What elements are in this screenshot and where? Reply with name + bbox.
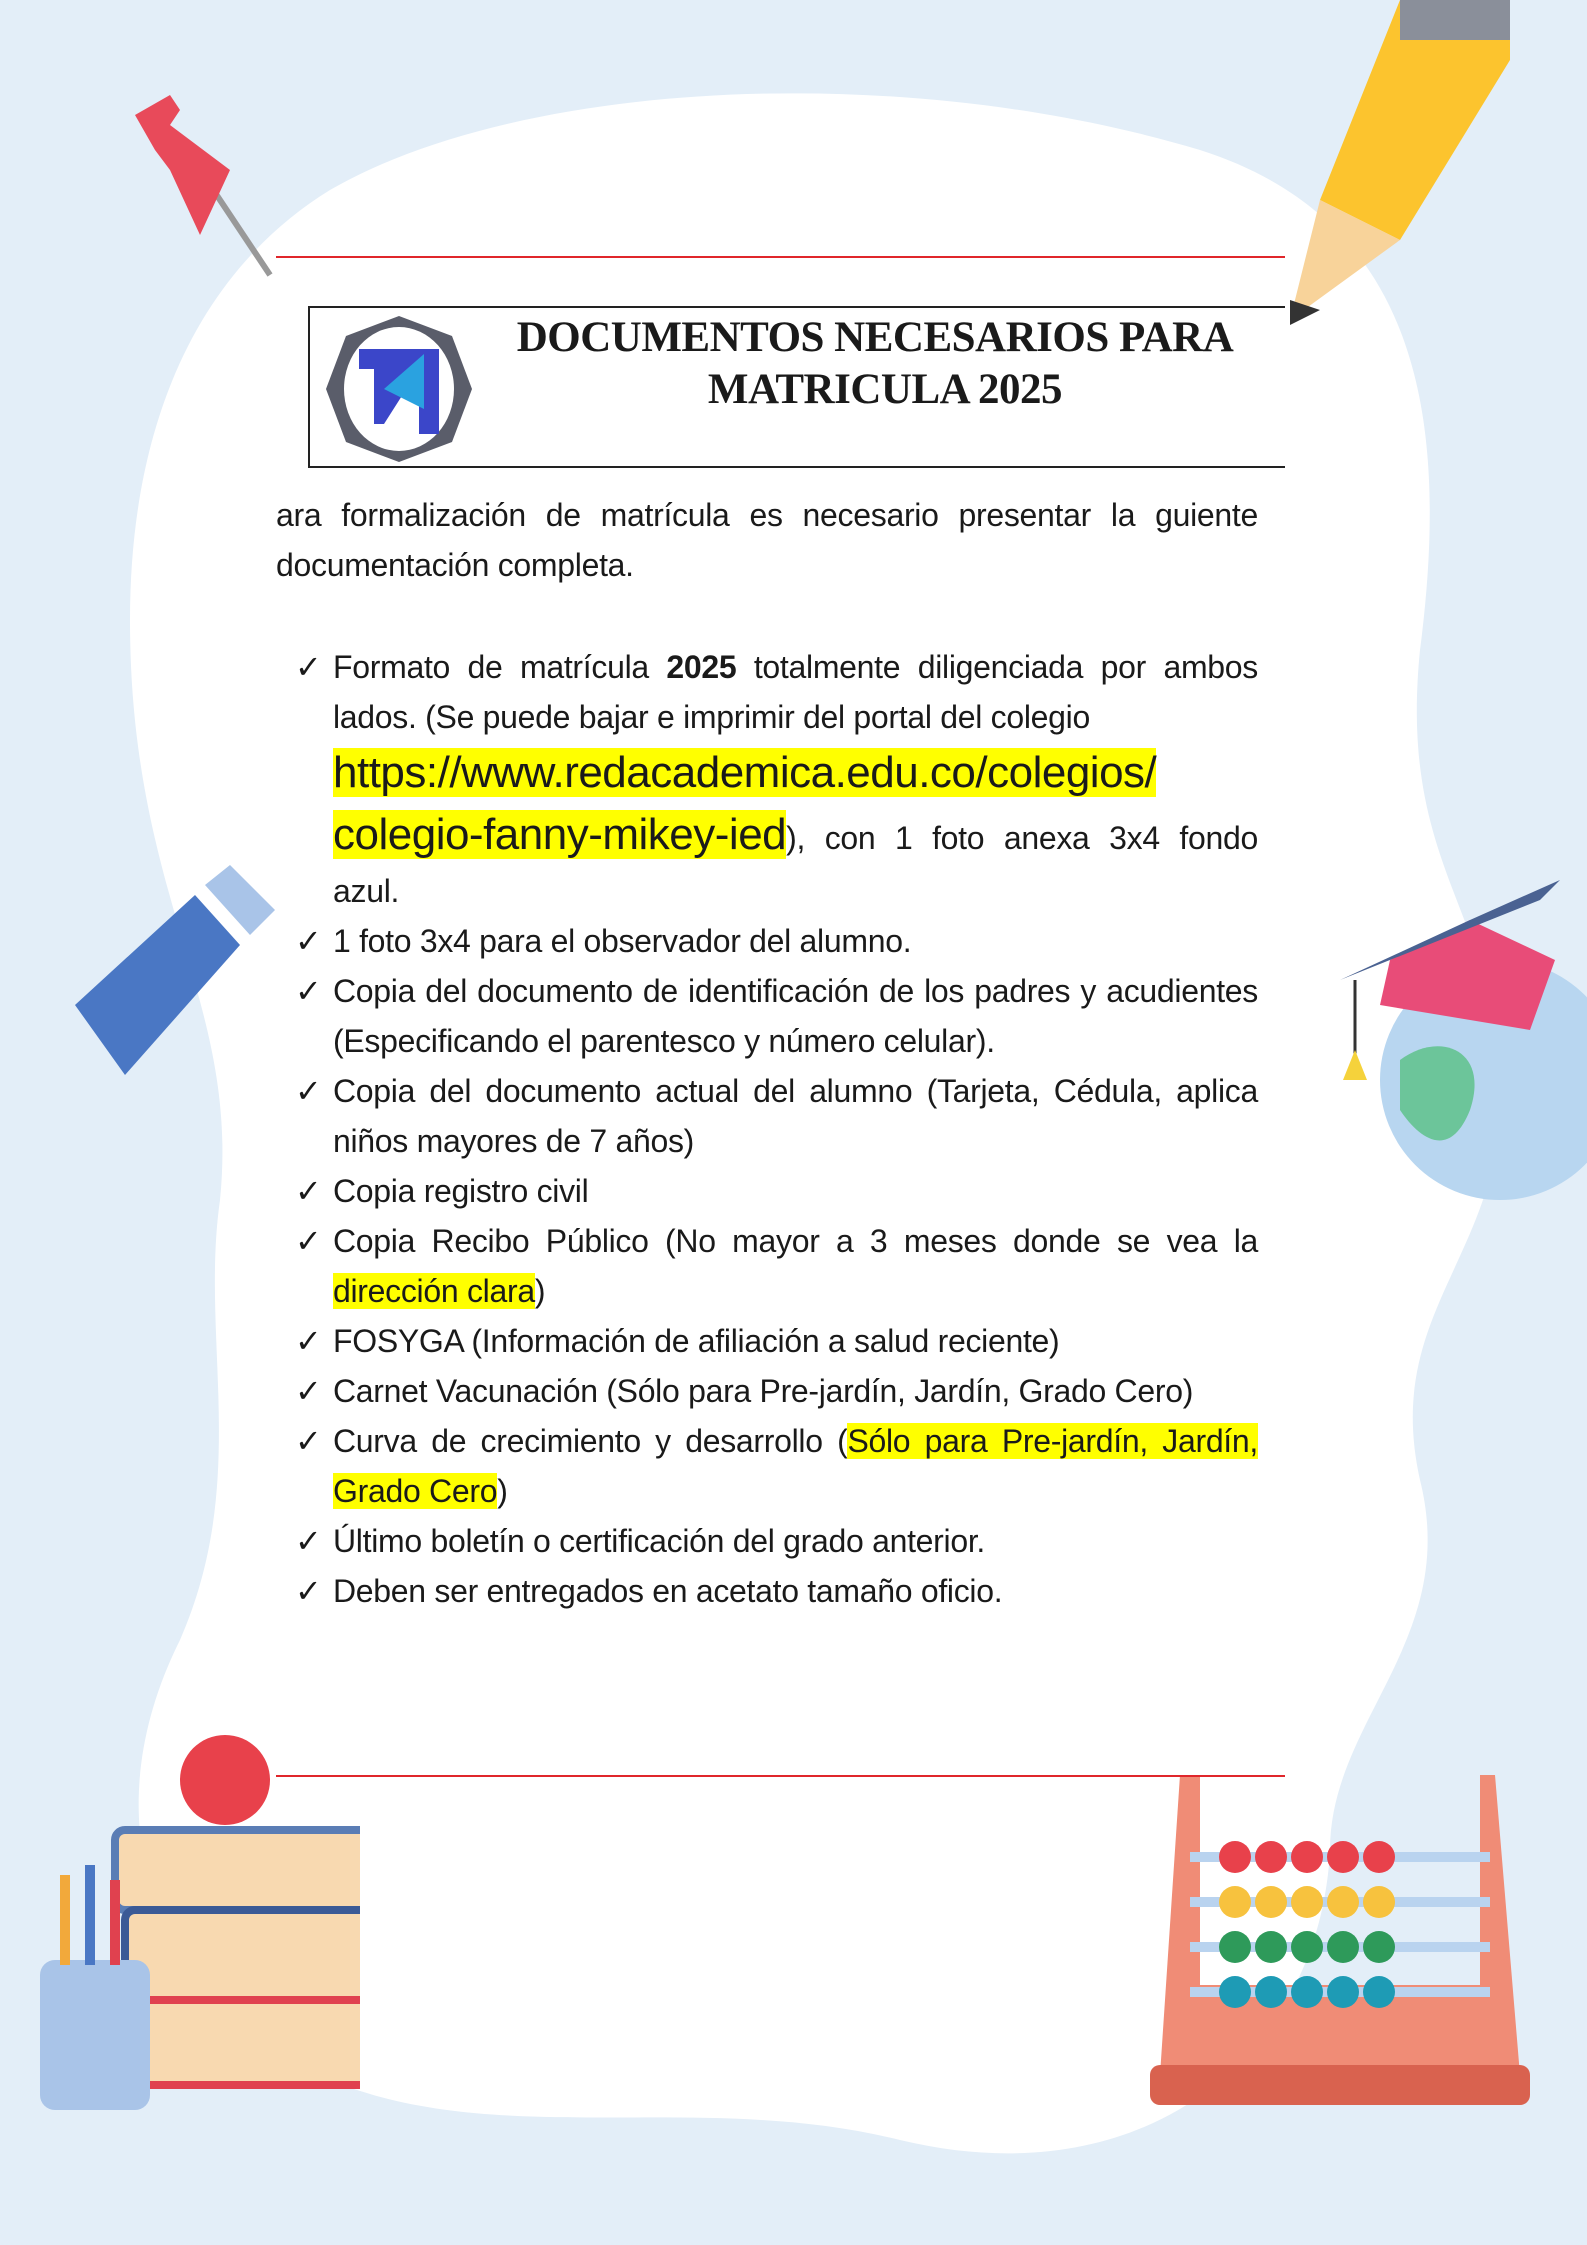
- abacus-icon: [1150, 1775, 1530, 2115]
- list-item: ✓ Último boletín o certificación del grado anterior.: [295, 1516, 1258, 1566]
- title-line-2: MATRICULA 2025: [707, 366, 1063, 413]
- bottom-divider: [276, 1775, 1285, 1777]
- list-item: ✓ Copia del documento de identificación de los padres y acudientes (Especificando el parentesco y número celular).: [295, 966, 1258, 1066]
- list-item: ✓ FOSYGA (Información de afiliación a salud reciente): [295, 1316, 1258, 1366]
- checkmark-icon: ✓: [295, 1323, 322, 1359]
- title-line-1: DOCUMENTOS NECESARIOS PARA: [516, 314, 1234, 361]
- abacus-bead: [1255, 1841, 1287, 1873]
- pencil-icon: [1280, 0, 1540, 330]
- checkmark-icon: ✓: [295, 1573, 322, 1609]
- abacus-bead: [1327, 1886, 1359, 1918]
- usb-drive-icon: [65, 865, 285, 1085]
- portal-link[interactable]: https://www.redacademica.edu.co/colegios/ colegio-fanny-mikey-ied: [333, 748, 1157, 859]
- abacus-bead: [1255, 1931, 1287, 1963]
- abacus-bead: [1219, 1841, 1251, 1873]
- abacus-bead: [1291, 1931, 1323, 1963]
- abacus-bead: [1363, 1841, 1395, 1873]
- highlighted-text: Sólo para Pre-jardín, Jardín, Grado Cero: [333, 1423, 1258, 1509]
- abacus-bead: [1327, 1976, 1359, 2008]
- abacus-bead: [1291, 1976, 1323, 2008]
- header-box: [308, 306, 1285, 468]
- abacus-bead: [1363, 1931, 1395, 1963]
- books-pencils-icon: [40, 1700, 360, 2120]
- abacus-bead: [1327, 1931, 1359, 1963]
- abacus-bead: [1219, 1886, 1251, 1918]
- pushpin-icon: [130, 90, 280, 290]
- abacus-bead: [1255, 1976, 1287, 2008]
- list-item: ✓ Curva de crecimiento y desarrollo (Sólo para Pre-jardín, Jardín, Grado Cero): [295, 1416, 1258, 1516]
- checkmark-icon: ✓: [295, 649, 322, 685]
- page-title: [480, 312, 1270, 416]
- checkmark-icon: ✓: [295, 1073, 322, 1109]
- checkmark-icon: ✓: [295, 1173, 322, 1209]
- list-item: ✓ 1 foto 3x4 para el observador del alumno.: [295, 916, 1258, 966]
- list-item: ✓ Copia del documento actual del alumno (Tarjeta, Cédula, aplica niños mayores de 7 años): [295, 1066, 1258, 1166]
- checkmark-icon: ✓: [295, 1423, 322, 1459]
- list-item: ✓ Deben ser entregados en acetato tamaño oficio.: [295, 1566, 1258, 1616]
- list-item: ✓ Copia registro civil: [295, 1166, 1258, 1216]
- abacus-bead: [1363, 1886, 1395, 1918]
- highlighted-text: dirección clara: [333, 1273, 535, 1309]
- school-crest-logo: [324, 314, 474, 464]
- abacus-bead: [1291, 1841, 1323, 1873]
- top-divider: [276, 256, 1285, 258]
- intro-paragraph: ara formalización de matrícula es necesario presentar la guiente documentación completa.: [276, 497, 1258, 583]
- list-item: ✓ Carnet Vacunación (Sólo para Pre-jardín, Jardín, Grado Cero): [295, 1366, 1258, 1416]
- abacus-bead: [1291, 1886, 1323, 1918]
- checkmark-icon: ✓: [295, 973, 322, 1009]
- abacus-bead: [1363, 1976, 1395, 2008]
- abacus-bead: [1219, 1931, 1251, 1963]
- checkmark-icon: ✓: [295, 1373, 322, 1409]
- abacus-bead: [1219, 1976, 1251, 2008]
- checkmark-icon: ✓: [295, 1523, 322, 1559]
- list-item: ✓ Formato de matrícula 2025 totalmente diligenciada por ambos lados. (Se puede bajar e imprimir del portal del colegio https://www.redacademica.edu.co/colegios/ colegio-fanny-mikey-ied), con 1 foto anexa 3x4 fondo azul.: [295, 642, 1258, 916]
- checkmark-icon: ✓: [295, 923, 322, 959]
- abacus-bead: [1255, 1886, 1287, 1918]
- list-item: ✓ Copia Recibo Público (No mayor a 3 meses donde se vea la dirección clara): [295, 1216, 1258, 1316]
- requirements-list: [295, 642, 1258, 1616]
- abacus-bead: [1327, 1841, 1359, 1873]
- graduation-globe-icon: [1340, 880, 1587, 1220]
- checkmark-icon: ✓: [295, 1223, 322, 1259]
